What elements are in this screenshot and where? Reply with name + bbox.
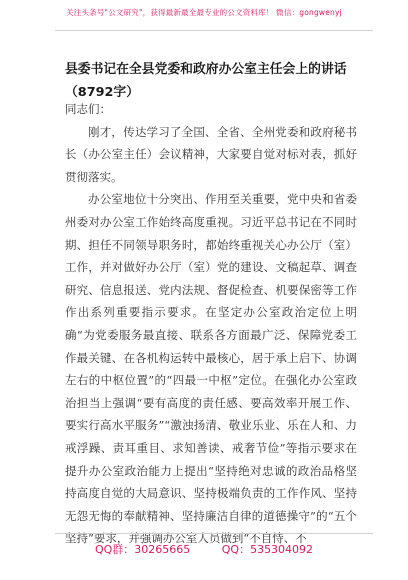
paragraph: 办公室地位十分突出、作用至关重要，党中央和省委州委对办公室工作始终高度重视。习近平总书记在不同时期、担任不同领导职务时，都始终重视关心办公厅（室）工作，并对做好办公厅（室）党的建设、文稿起草、调查研究、信息报送、党内法规、督促检查、机要保密等工作作出系列重要指示要求。在坚定办公室政治定位上明确“为党委服务最直接、联系各方面最广泛、保障党委工作最关键、在各机构运转中最核心，居于承上启下、协调左右的中枢位置”的“四最一中枢”定位。在强化办公室政治担当上强调“要有高度的责任感、要高效率开展工作、要实行高水平服务”“激浊扬清、敬业乐业、乐在人和、力戒浮躁、责耳重目、求知善读、戒奢节俭”等指示要求在提升办公室政治能力上提出“坚持绝对忠诚的政治品格坚持高度自觉的大局意识、坚持极端负责的工作作风、坚持无怨无悔的奉献精神、坚持廉洁自律的道德操守”的“五个坚持”要求，并强调办公室人员做到“不自恃、不 <box>65 192 357 546</box>
footer <box>0 541 408 557</box>
salutation: 同志们： <box>65 102 111 116</box>
footer-divider <box>55 533 373 534</box>
header-divider <box>55 30 373 31</box>
footer-qq: QQ：535304092 <box>221 543 314 556</box>
document-body <box>65 98 357 550</box>
document-title: 县委书记在全县党委和政府办公室主任会上的讲话（8792字） <box>65 62 347 100</box>
header-banner: 关注头条号"公文研究"，获得最新最全最专业的公文资料库！ 微信：gongwenyj <box>66 8 342 17</box>
footer-qq-group: QQ群：30265665 <box>94 543 191 556</box>
paragraph: 刚才，传达学习了全国、全省、全州党委和政府秘书长（办公室主任）会议精神，大家要自觉对标对表，抓好贯彻落实。 <box>65 124 357 184</box>
